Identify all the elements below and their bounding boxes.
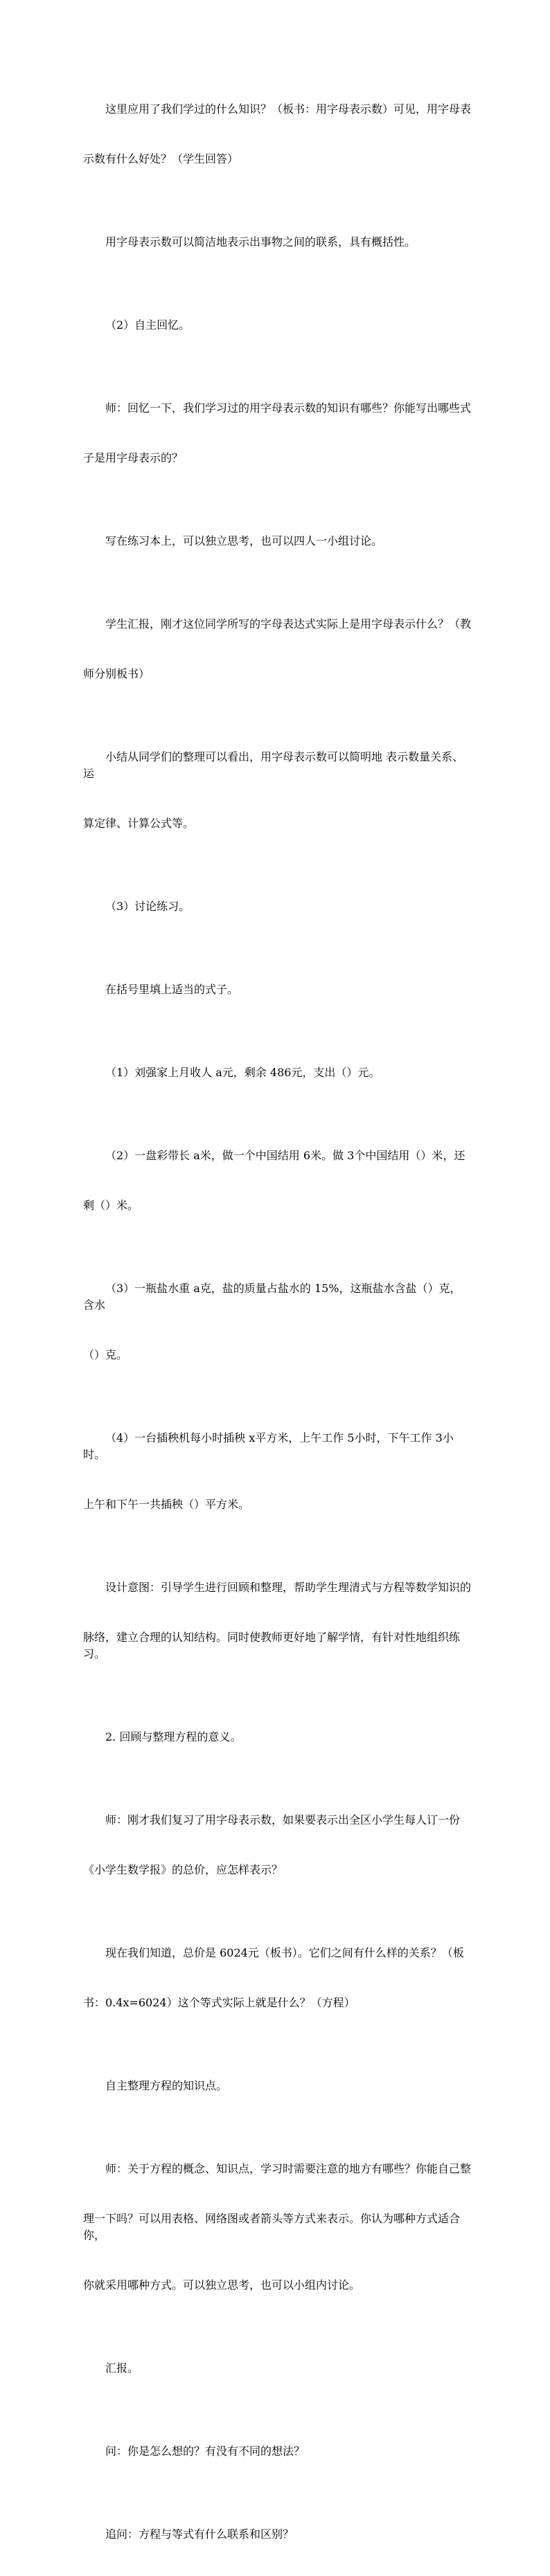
paragraph-11 <box>83 1114 471 1247</box>
paragraph-line: （）克。 <box>83 1348 128 1361</box>
paragraph-line: （3）一瓶盐水重 a克，盐的质量占盐水的 15%，这瓶盐水含盐（）克，含水 <box>83 1282 461 1312</box>
paragraph-line: 脉络，建立合理的认知结构。同时使教师更好地了解学情，有针对性地组织练习。 <box>83 1631 461 1660</box>
paragraph-5 <box>83 500 471 583</box>
paragraph-22 <box>83 2493 471 2576</box>
paragraph-line: （3）讨论练习。 <box>105 900 190 913</box>
paragraph-line: 汇报。 <box>105 2361 139 2375</box>
paragraph-line: 2. 回顾与整理方程的意义。 <box>105 1730 242 1743</box>
paragraph-line: 追问：方程与等式有什么联系和区别？ <box>105 2528 294 2541</box>
paragraph-line: 理一下吗？可以用表格、网络图或者箭头等方式来表示。你认为哪种方式适合你， <box>83 2212 461 2242</box>
paragraph-line: 师：关于方程的概念、知识点，学习时需要注意的地方有哪些？你能自己整 <box>105 2162 472 2175</box>
paragraph-9 <box>83 948 471 1031</box>
paragraph-16 <box>83 1779 471 1912</box>
paragraph-20 <box>83 2327 471 2410</box>
paragraph-18 <box>83 2044 471 2128</box>
paragraph-1 <box>83 68 471 201</box>
paragraph-12 <box>83 1247 471 1397</box>
paragraph-3 <box>83 284 471 367</box>
paragraph-13 <box>83 1397 471 1546</box>
paragraph-line: 你就采用哪种方式。可以独立思考，也可以小组内讨论。 <box>83 2278 361 2292</box>
paragraph-10 <box>83 1031 471 1114</box>
paragraph-line: 设计意图：引导学生进行回顾和整理，帮助学生理清式与方程等数学知识的 <box>105 1581 472 1594</box>
paragraph-6 <box>83 583 471 716</box>
paragraph-line: （4）一台插秧机每小时插秧 x平方米，上午工作 5小时，下午工作 3小时。 <box>83 1431 454 1461</box>
paragraph-line: 现在我们知道，总价是 6024元（板书）。它们之间有什么样的关系？（板 <box>105 1946 464 1959</box>
paragraph-line: 子是用字母表示的？ <box>83 451 184 464</box>
paragraph-line: 小结从同学们的整理可以看出，用字母表示数可以简明地 表示数量关系、运 <box>83 750 464 780</box>
paragraph-line: 师：回忆一下，我们学习过的用字母表示数的知识有哪些？你能写出哪些式 <box>105 401 472 415</box>
paragraph-line: 问：你是怎么想的？有没有不同的想法？ <box>105 2445 305 2458</box>
paragraph-line: 这里应用了我们学过的什么知识？（板书：用字母表示数）可见，用字母表 <box>105 102 472 116</box>
paragraph-line: 在括号里填上适当的式子。 <box>105 983 239 996</box>
paragraph-line: 书：0.4x=6024）这个等式实际上就是什么？（方程） <box>83 1996 355 2009</box>
paragraph-line: 学生汇报，刚才这位同学所写的字母表达式实际上是用字母表示什么？（教 <box>105 617 472 631</box>
paragraph-line: 写在练习本上，可以独立思考，也可以四人一小组讨论。 <box>105 534 383 547</box>
paragraph-line: 师分别板书） <box>83 667 150 680</box>
paragraph-2 <box>83 201 471 284</box>
paragraph-14 <box>83 1546 471 1696</box>
document-page <box>83 68 471 2576</box>
paragraph-line: 剩（）米。 <box>83 1199 139 1212</box>
paragraph-line: （2）一盘彩带长 a米，做一个中国结用 6米。做 3个中国结用（）米，还 <box>105 1149 465 1162</box>
paragraph-line: 算定律、计算公式等。 <box>83 817 195 830</box>
paragraph-line: 示数有什么好处？（学生回答） <box>83 152 239 165</box>
paragraph-line: （1）刘强家上月收人 a元，剩余 486元，支出（）元。 <box>105 1066 380 1079</box>
paragraph-15 <box>83 1696 471 1779</box>
paragraph-line: 师：刚才我们复习了用字母表示数，如果要表示出全区小学生每人订一份 <box>105 1813 461 1826</box>
paragraph-4 <box>83 367 471 500</box>
paragraph-line: 用字母表示数可以简洁地表示出事物之间的联系，具有概括性。 <box>105 235 416 248</box>
paragraph-line: 自主整理方程的知识点。 <box>105 2079 228 2092</box>
paragraph-17 <box>83 1912 471 2044</box>
paragraph-line: 上午和下午一共插秧（）平方米。 <box>83 1498 250 1511</box>
paragraph-21 <box>83 2410 471 2493</box>
paragraph-line: 《小学生数学报》的总价，应怎样表示？ <box>83 1863 283 1876</box>
paragraph-7 <box>83 716 471 865</box>
paragraph-line: （2）自主回忆。 <box>105 318 190 332</box>
paragraph-8 <box>83 865 471 948</box>
paragraph-19 <box>83 2128 471 2327</box>
